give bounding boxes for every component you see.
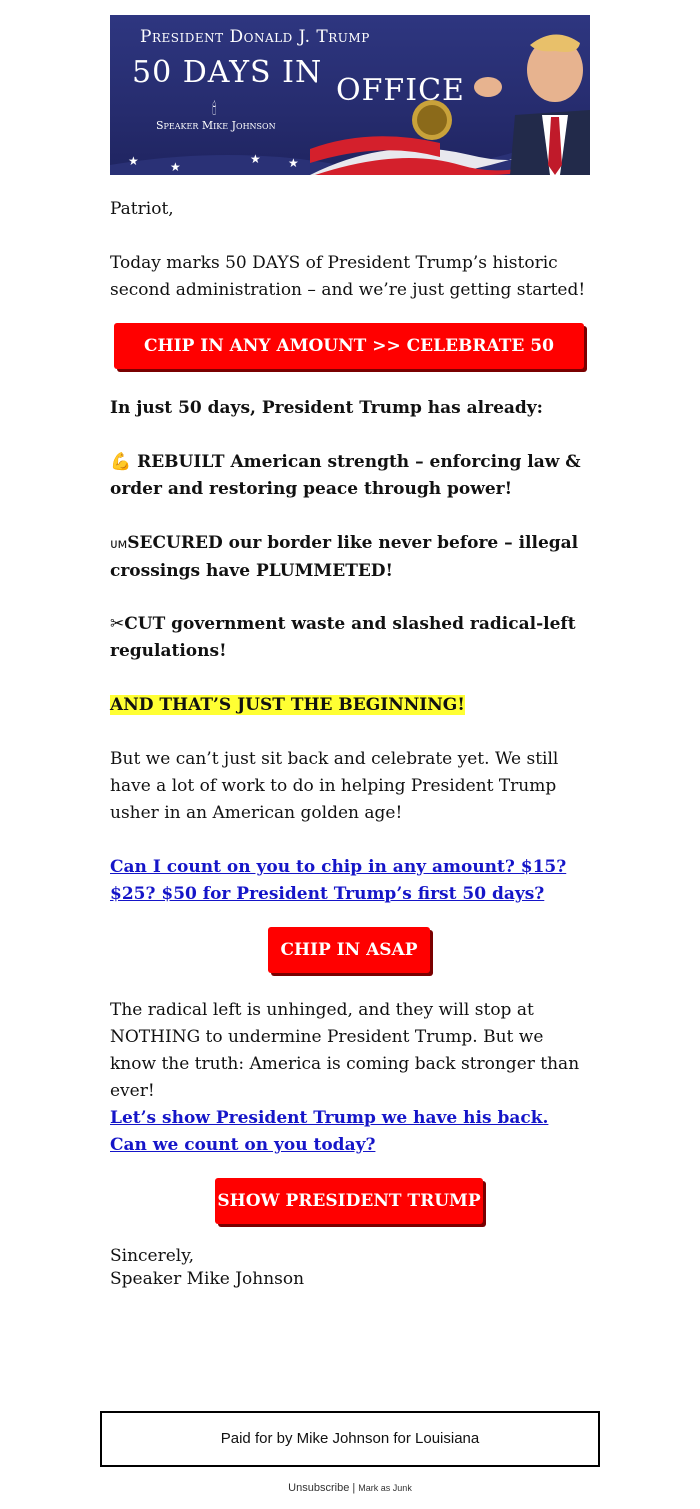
footer-links [0, 1482, 700, 1494]
torch-icon: 🕯 [212, 99, 217, 118]
accomplishment-item [110, 611, 590, 665]
ask-paragraph [110, 1105, 590, 1159]
chip-in-asap-button[interactable]: CHIP IN ASAP [268, 927, 430, 973]
svg-text:★: ★ [128, 154, 139, 168]
highlight-text: AND THAT’S JUST THE BEGINNING! [110, 695, 465, 715]
show-support-link[interactable]: Let’s show President Trump we have his back. Can we count on you today? [110, 1108, 549, 1155]
body-paragraph: But we can’t just sit back and celebrate yet. We still have a lot of work to do in helping President Trump usher in an American golden age! [110, 749, 559, 823]
shield-icon: ᴜᴍ [110, 537, 128, 552]
highlight-banner [110, 692, 590, 719]
accomplishment-text: CUT government waste and slashed radical-left regulations! [110, 614, 576, 661]
accomplishment-text: SECURED our border like never before – illegal crossings have PLUMMETED! [110, 533, 579, 581]
greeting: Patriot, [110, 199, 174, 219]
scissors-icon: ✂ [110, 614, 125, 634]
signer-name: Speaker Mike Johnson [110, 1269, 305, 1289]
flexed-biceps-icon: 💪 [110, 452, 132, 472]
accomplishments-heading: In just 50 days, President Trump has already: [110, 398, 543, 418]
footer-separator: | [352, 1482, 356, 1494]
mark-as-junk-link[interactable]: Mark as Junk [358, 1483, 412, 1493]
svg-text:★: ★ [250, 152, 261, 166]
header-banner [110, 15, 590, 175]
body-paragraph: The radical left is unhinged, and they will stop at NOTHING to undermine President Trump. But we know the truth: America is coming back stronger than ever! [110, 1000, 580, 1101]
accomplishment-item [110, 449, 590, 503]
paid-for-disclaimer [100, 1411, 600, 1467]
banner-signature: Speaker Mike Johnson [156, 119, 276, 132]
show-president-trump-button[interactable]: SHOW PRESIDENT TRUMP [215, 1178, 483, 1224]
svg-text:★: ★ [170, 160, 181, 174]
accomplishment-item [110, 530, 590, 585]
celebrate-donate-button[interactable]: CHIP IN ANY AMOUNT >> CELEBRATE 50 DAYS! [114, 323, 584, 369]
banner-title-days: 50 DAYS IN [132, 55, 323, 90]
banner-title-president: President Donald J. Trump [140, 27, 370, 47]
donate-amount-link[interactable]: Can I count on you to chip in any amount? $15? $25? $50 for President Trump’s first 50 days? [110, 857, 567, 904]
svg-text:★: ★ [288, 156, 299, 170]
banner-title-office: OFFICE [336, 73, 465, 108]
signoff: Sincerely, [110, 1246, 194, 1266]
paid-for-text: Paid for by Mike Johnson for Louisiana [220, 1430, 480, 1447]
unsubscribe-link[interactable]: Unsubscribe [288, 1482, 350, 1494]
accomplishment-text: REBUILT American strength – enforcing law & order and restoring peace through power! [110, 452, 581, 499]
ask-paragraph [110, 854, 590, 908]
intro-paragraph: Today marks 50 DAYS of President Trump’s historic second administration – and we’re just getting started! [110, 253, 586, 300]
